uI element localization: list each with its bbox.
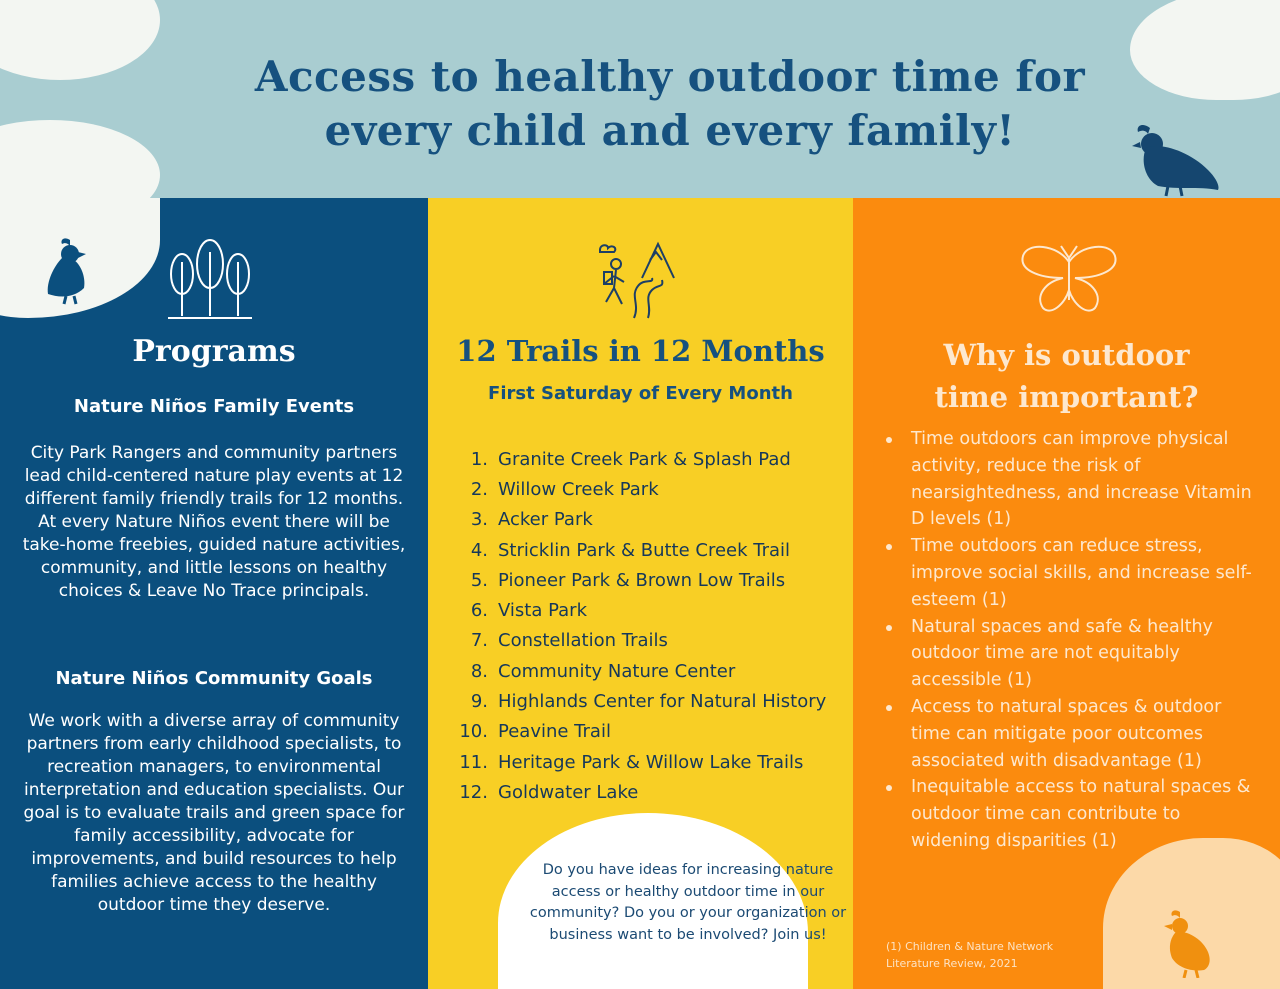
trails-title: 12 Trails in 12 Months <box>456 334 825 368</box>
why-title <box>853 334 1280 418</box>
why-list <box>883 426 1263 855</box>
why-column <box>853 198 1280 989</box>
list-item: 3. Acker Park <box>470 509 593 531</box>
list-item: 11. Heritage Park & Willow Lake Trails <box>459 751 804 773</box>
goals-description: We work with a diverse array of community partners from early childhood specialists, to recreation managers, to environmental interpretation and education specialists. Our goal is to evaluate trails and green space for family accessibility, advocate for improvements, and build resources to help families achieve access to the healthy outdoor time they deserve. <box>23 711 405 915</box>
trees-icon <box>166 238 254 322</box>
trails-list <box>452 444 826 808</box>
quail-icon <box>1128 120 1223 198</box>
cta-text: Do you have ideas for increasing nature access or healthy outdoor time in our community? Do you or your organization or business want to be involved? Join us! <box>529 862 847 943</box>
events-heading: Nature Niños Family Events <box>73 396 355 417</box>
list-item: 10. Peavine Trail <box>459 721 611 743</box>
title-line-1: Access to healthy outdoor time for <box>254 52 1086 101</box>
footnote: (1) Children & Nature Network Literature Review, 2021 <box>886 940 1054 970</box>
quail-icon <box>1158 908 1218 978</box>
why-title-line-1: Why is outdoor <box>943 338 1190 372</box>
list-item: 4. Stricklin Park & Butte Creek Trail <box>470 539 791 561</box>
goals-heading: Nature Niños Community Goals <box>55 668 373 689</box>
list-item: Time outdoors can improve physical activity, reduce the risk of nearsightedness, and increase Vitamin D levels (1) <box>883 426 1263 533</box>
title-line-2: every child and every family! <box>324 106 1016 155</box>
quail-icon <box>40 236 100 306</box>
page-title <box>170 50 1170 158</box>
list-item: Natural spaces and safe & healthy outdoor time are not equitably accessible (1) <box>883 614 1263 694</box>
list-item: 9. Highlands Center for Natural History <box>470 691 827 713</box>
list-item: 7. Constellation Trails <box>470 630 668 652</box>
list-item: 1. Granite Creek Park & Splash Pad <box>470 448 791 470</box>
list-item: Access to natural spaces & outdoor time can mitigate poor outcomes associated with disadvantage (1) <box>883 694 1263 774</box>
list-item: 2. Willow Creek Park <box>470 478 659 500</box>
list-item: Inequitable access to natural spaces & outdoor time can contribute to widening disparities (1) <box>883 774 1263 854</box>
programs-column <box>0 198 428 989</box>
trails-subtitle: First Saturday of Every Month <box>488 383 793 404</box>
list-item: 5. Pioneer Park & Brown Low Trails <box>470 569 786 591</box>
butterfly-icon <box>1017 242 1121 316</box>
programs-title: Programs <box>132 334 296 369</box>
list-item: 6. Vista Park <box>470 600 588 622</box>
list-item: 8. Community Nature Center <box>470 660 736 682</box>
cloud-shape-top-left <box>0 0 160 80</box>
events-description: City Park Rangers and community partners lead child-centered nature play events at 12 different family friendly trails for 12 months. At every Nature Niños event there will be take-home freebies, guided nature activities, community, and little lessons on healthy choices & Leave No Trace principals. <box>22 443 406 601</box>
list-item: Time outdoors can reduce stress, improve social skills, and increase self-esteem (1) <box>883 533 1263 613</box>
why-title-line-2: time important? <box>934 380 1199 414</box>
hiker-icon <box>594 238 678 320</box>
list-item: 12. Goldwater Lake <box>459 781 639 803</box>
header-banner <box>0 0 1280 198</box>
